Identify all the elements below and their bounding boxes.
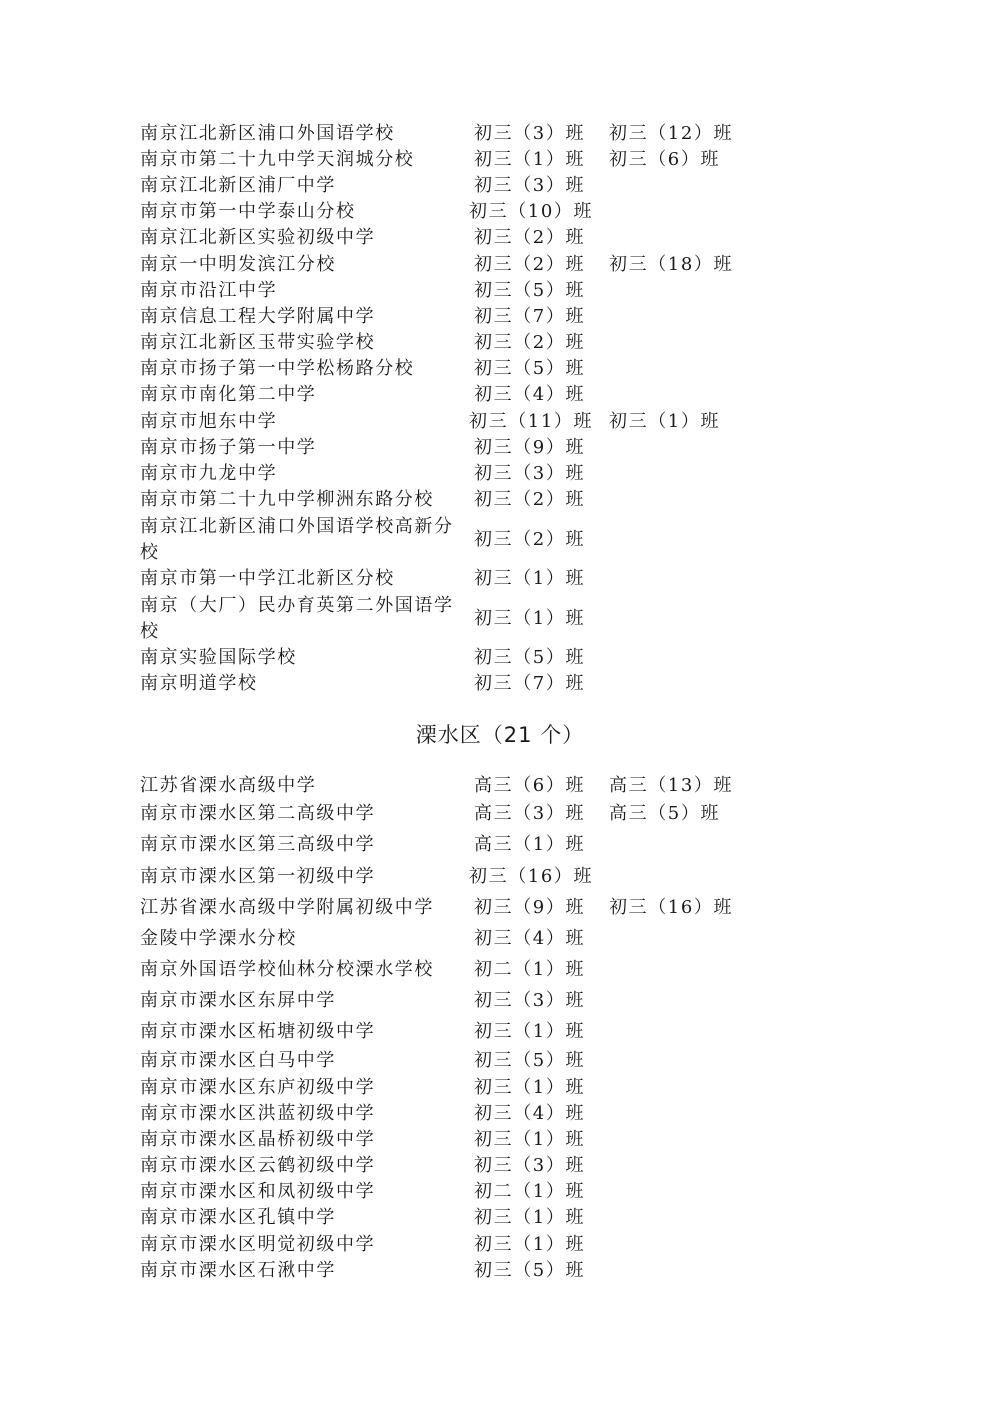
- class-name: 初三（4）班: [474, 1103, 586, 1124]
- class-name: 初三（3）班: [474, 123, 586, 144]
- table-row: [0, 147, 1000, 173]
- table-row: [0, 864, 1000, 890]
- school-name: 南京市溧水区和凤初级中学: [140, 1181, 376, 1202]
- school-name: 南京市溧水区东庐初级中学: [140, 1077, 376, 1098]
- school-name: 南京市溧水区白马中学: [140, 1050, 336, 1071]
- class-name: 初三（5）班: [474, 358, 586, 379]
- table-row: [0, 330, 1000, 356]
- school-name: 南京市溧水区第三高级中学: [140, 834, 376, 855]
- table-row: [0, 1127, 1000, 1153]
- class-name: 初三（11）班: [469, 411, 594, 432]
- school-name: 南京市第二十九中学柳洲东路分校: [140, 489, 434, 510]
- class-name: 高三（6）班: [474, 775, 586, 796]
- class-name-secondary: 初三（18）班: [609, 254, 734, 275]
- table-row: [0, 988, 1000, 1014]
- table-row: [0, 895, 1000, 921]
- school-name: 南京一中明发滨江分校: [140, 254, 336, 275]
- section-heading: 溧水区（21 个）: [415, 723, 585, 747]
- table-row: [0, 225, 1000, 251]
- class-name: 初二（1）班: [474, 959, 586, 980]
- table-row: [0, 382, 1000, 408]
- table-row: [0, 832, 1000, 858]
- school-name: 南京市溧水区明觉初级中学: [140, 1234, 376, 1255]
- school-name: 南京市沿江中学: [140, 280, 278, 301]
- school-name: 南京市溧水区第一初级中学: [140, 866, 376, 887]
- class-name: 初三（2）班: [474, 227, 586, 248]
- class-name: 初三（5）班: [474, 280, 586, 301]
- table-row: [0, 356, 1000, 382]
- school-name: 南京信息工程大学附属中学: [140, 306, 376, 327]
- school-name: 南京实验国际学校: [140, 647, 297, 668]
- class-name: 初三（1）班: [474, 149, 586, 170]
- school-name: 南京市溧水区东屏中学: [140, 990, 336, 1011]
- class-name: 初三（10）班: [469, 201, 594, 222]
- school-name: 南京江北新区玉带实验学校: [140, 332, 376, 353]
- school-name: 金陵中学溧水分校: [140, 928, 297, 949]
- school-name: 南京市旭东中学: [140, 411, 278, 432]
- class-name: 高三（1）班: [474, 834, 586, 855]
- class-name: 初三（1）班: [474, 568, 586, 589]
- class-name: 高三（3）班: [474, 803, 586, 824]
- class-name-secondary: 初三（1）班: [609, 411, 721, 432]
- school-name: 南京市第二十九中学天润城分校: [140, 149, 415, 170]
- table-row: [0, 1075, 1000, 1101]
- table-row: [0, 487, 1000, 513]
- class-name: 初三（3）班: [474, 463, 586, 484]
- table-row: [0, 514, 1000, 566]
- class-name: 初三（9）班: [474, 897, 586, 918]
- table-row: [0, 461, 1000, 487]
- table-row: [0, 926, 1000, 952]
- class-name: 初三（1）班: [474, 1129, 586, 1150]
- class-name-secondary: 初三（6）班: [609, 149, 721, 170]
- school-name: 南京江北新区浦厂中学: [140, 175, 336, 196]
- class-name: 初三（2）班: [474, 489, 586, 510]
- class-name: 初三（1）班: [474, 1021, 586, 1042]
- school-name: 江苏省溧水高级中学附属初级中学: [140, 897, 434, 918]
- school-name: 南京市九龙中学: [140, 463, 278, 484]
- table-row: [0, 801, 1000, 827]
- table-row: [0, 1232, 1000, 1258]
- school-name: 南京（大厂）民办育英第二外国语学校: [140, 595, 454, 642]
- school-name: 南京外国语学校仙林分校溧水学校: [140, 959, 434, 980]
- table-row: [0, 252, 1000, 278]
- school-name: 南京江北新区实验初级中学: [140, 227, 376, 248]
- class-name: 初三（3）班: [474, 990, 586, 1011]
- class-name: 初三（5）班: [474, 647, 586, 668]
- school-name: 南京市第一中学泰山分校: [140, 201, 356, 222]
- school-name: 南京市扬子第一中学松杨路分校: [140, 358, 415, 379]
- class-name: 初三（7）班: [474, 673, 586, 694]
- class-name: 初三（1）班: [474, 608, 586, 629]
- table-row: [0, 645, 1000, 671]
- table-row: [0, 593, 1000, 645]
- class-name: 初三（7）班: [474, 306, 586, 327]
- school-name: 南京市南化第二中学: [140, 384, 317, 405]
- school-name: 南京市扬子第一中学: [140, 437, 317, 458]
- table-row: [0, 671, 1000, 697]
- class-name: 初三（1）班: [474, 1234, 586, 1255]
- table-row: [0, 199, 1000, 225]
- school-name: 南京市溧水区孔镇中学: [140, 1207, 336, 1228]
- class-name: 初三（2）班: [474, 529, 586, 550]
- school-name: 南京明道学校: [140, 673, 258, 694]
- table-row: [0, 1179, 1000, 1205]
- school-name: 南京市溧水区第二高级中学: [140, 803, 376, 824]
- school-name: 南京市溧水区柘塘初级中学: [140, 1021, 376, 1042]
- class-name: 初三（5）班: [474, 1050, 586, 1071]
- table-row: [0, 1258, 1000, 1284]
- school-name: 南京市第一中学江北新区分校: [140, 568, 395, 589]
- class-name: 初二（1）班: [474, 1181, 586, 1202]
- table-row: [0, 304, 1000, 330]
- table-row: [0, 566, 1000, 592]
- class-name-secondary: 高三（13）班: [609, 775, 734, 796]
- table-row: [0, 1205, 1000, 1231]
- table-row: [0, 1048, 1000, 1074]
- class-name: 初三（2）班: [474, 254, 586, 275]
- table-row: [0, 1153, 1000, 1179]
- school-name: 南京江北新区浦口外国语学校高新分校: [140, 516, 454, 563]
- class-name: 初三（1）班: [474, 1207, 586, 1228]
- class-name: 初三（16）班: [469, 866, 594, 887]
- table-row: [0, 1101, 1000, 1127]
- table-row: [0, 957, 1000, 983]
- school-name: 南京市溧水区石湫中学: [140, 1260, 336, 1281]
- class-name: 初三（4）班: [474, 384, 586, 405]
- table-row: [0, 1019, 1000, 1045]
- class-name-secondary: 初三（16）班: [609, 897, 734, 918]
- table-row: [0, 173, 1000, 199]
- class-name-secondary: 高三（5）班: [609, 803, 721, 824]
- class-name: 初三（4）班: [474, 928, 586, 949]
- table-row: [0, 121, 1000, 147]
- class-name-secondary: 初三（12）班: [609, 123, 734, 144]
- class-name: 初三（1）班: [474, 1077, 586, 1098]
- table-row: [0, 278, 1000, 304]
- school-name: 南京江北新区浦口外国语学校: [140, 123, 395, 144]
- school-name: 江苏省溧水高级中学: [140, 775, 317, 796]
- class-name: 初三（3）班: [474, 1155, 586, 1176]
- school-name: 南京市溧水区云鹤初级中学: [140, 1155, 376, 1176]
- school-name: 南京市溧水区洪蓝初级中学: [140, 1103, 376, 1124]
- class-name: 初三（3）班: [474, 175, 586, 196]
- table-row: [0, 773, 1000, 799]
- table-row: [0, 435, 1000, 461]
- class-name: 初三（5）班: [474, 1260, 586, 1281]
- school-name: 南京市溧水区晶桥初级中学: [140, 1129, 376, 1150]
- class-name: 初三（9）班: [474, 437, 586, 458]
- class-name: 初三（2）班: [474, 332, 586, 353]
- table-row: [0, 409, 1000, 435]
